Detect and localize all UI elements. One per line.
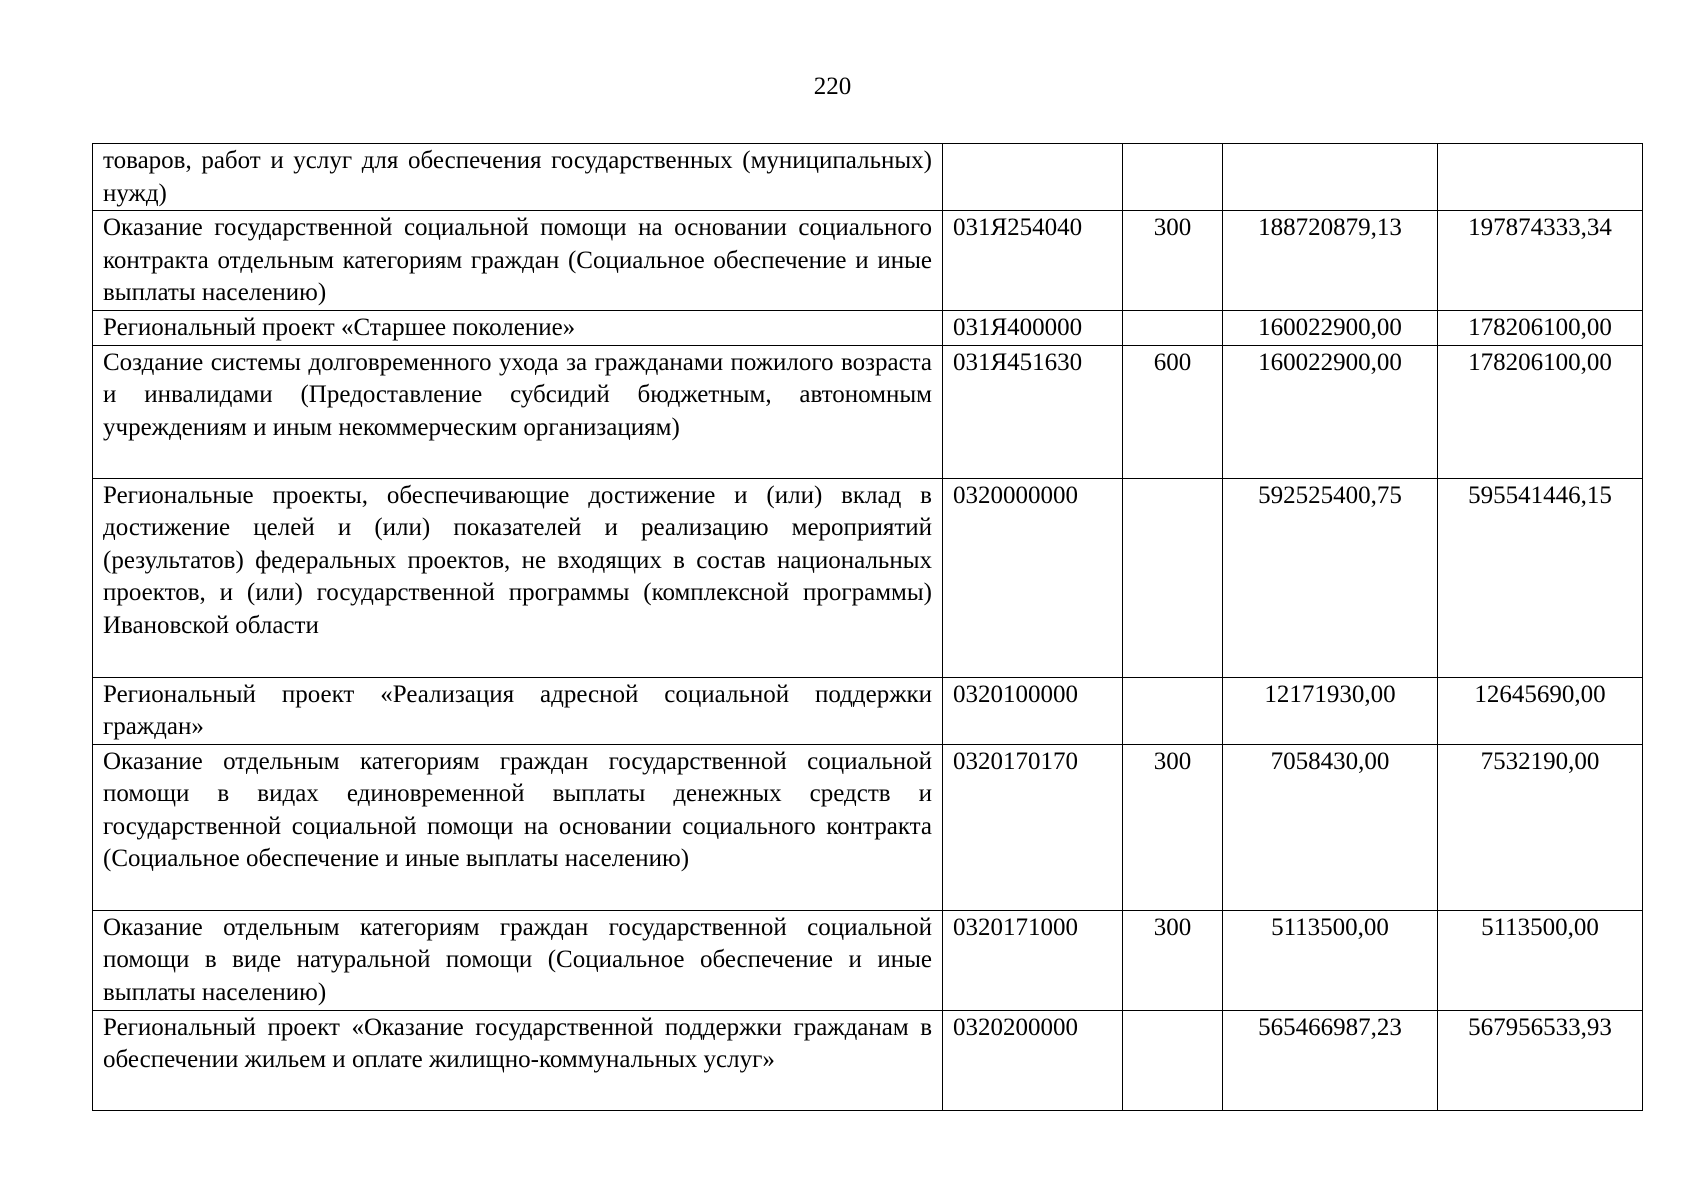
row-code-cell: 0320000000 (943, 478, 1123, 677)
table-row (93, 345, 1643, 478)
row-sum-year1-cell: 12171930,00 (1223, 677, 1438, 744)
row-sum-year1-cell: 160022900,00 (1223, 345, 1438, 478)
page-number: 220 (813, 73, 852, 100)
row-name-cell (93, 744, 943, 910)
row-expense-type-cell (1123, 1010, 1223, 1110)
row-sum-year1-cell: 188720879,13 (1223, 211, 1438, 311)
row-expense-type-cell (1123, 677, 1223, 744)
row-code-cell: 031Я400000 (943, 311, 1123, 346)
row-sum-year2-cell: 567956533,93 (1438, 1010, 1643, 1110)
row-sum-year2-cell: 12645690,00 (1438, 677, 1643, 744)
row-expense-type-cell: 600 (1123, 345, 1223, 478)
row-name-cell (93, 910, 943, 1010)
row-code-cell: 0320100000 (943, 677, 1123, 744)
row-sum-year1-cell: 565466987,23 (1223, 1010, 1438, 1110)
row-name-cell (93, 311, 943, 346)
table-row (93, 677, 1643, 744)
row-expense-type-cell (1123, 144, 1223, 211)
row-name-cell (93, 1010, 943, 1110)
row-name: товаров, работ и услуг для обеспечения государственных (муниципальных) нужд) (103, 147, 932, 207)
row-expense-type-cell: 300 (1123, 910, 1223, 1010)
row-sum-year1-cell: 592525400,75 (1223, 478, 1438, 677)
row-name-cell (93, 345, 943, 478)
table-row (93, 910, 1643, 1010)
row-name: Региональный проект «Реализация адресной социальной поддержки граждан» (103, 680, 932, 740)
row-sum-year1-cell (1223, 144, 1438, 211)
row-expense-type-cell (1123, 311, 1223, 346)
table-row (93, 211, 1643, 311)
row-sum-year2-cell: 5113500,00 (1438, 910, 1643, 1010)
row-sum-year1-cell: 5113500,00 (1223, 910, 1438, 1010)
row-sum-year2-cell: 178206100,00 (1438, 311, 1643, 346)
row-expense-type-cell: 300 (1123, 211, 1223, 311)
row-code-cell: 031Я451630 (943, 345, 1123, 478)
row-name: Создание системы долговременного ухода за гражданами пожилого возраста и инвалидами (Предоставление субсидий бюджетным, автономным учреждениям и иным некоммерческим организациям) (103, 348, 932, 441)
row-sum-year2-cell: 178206100,00 (1438, 345, 1643, 478)
row-sum-year1-cell: 7058430,00 (1223, 744, 1438, 910)
row-name-cell (93, 211, 943, 311)
row-code-cell: 031Я254040 (943, 211, 1123, 311)
budget-table (92, 143, 1643, 1111)
row-expense-type-cell (1123, 478, 1223, 677)
table-row (93, 144, 1643, 211)
row-sum-year2-cell: 197874333,34 (1438, 211, 1643, 311)
row-name-cell (93, 144, 943, 211)
row-code-cell: 0320200000 (943, 1010, 1123, 1110)
row-name-cell (93, 677, 943, 744)
table-row (93, 478, 1643, 677)
row-sum-year2-cell (1438, 144, 1643, 211)
row-name-cell (93, 478, 943, 677)
table-row (93, 744, 1643, 910)
row-sum-year1-cell: 160022900,00 (1223, 311, 1438, 346)
row-name: Региональные проекты, обеспечивающие достижение и (или) вклад в достижение целей и (или) показателей и реализацию мероприятий (результатов) федеральных проектов, не входящих в состав национальных проектов, и (или) государственной программы (комплексной программы) Ивановской области (103, 481, 932, 639)
table-row (93, 311, 1643, 346)
row-code-cell (943, 144, 1123, 211)
row-sum-year2-cell: 7532190,00 (1438, 744, 1643, 910)
row-name: Региональный проект «Оказание государственной поддержки гражданам в обеспечении жильем и оплате жилищно-коммунальных услуг» (103, 1013, 932, 1073)
row-name: Региональный проект «Старшее поколение» (103, 314, 576, 341)
row-sum-year2-cell: 595541446,15 (1438, 478, 1643, 677)
row-code-cell: 0320170170 (943, 744, 1123, 910)
table-row (93, 1010, 1643, 1110)
row-name: Оказание отдельным категориям граждан государственной социальной помощи в виде натуральной помощи (Социальное обеспечение и иные выплаты населению) (103, 913, 932, 1006)
row-code-cell: 0320171000 (943, 910, 1123, 1010)
row-expense-type-cell: 300 (1123, 744, 1223, 910)
row-name: Оказание государственной социальной помощи на основании социального контракта отдельным категориям граждан (Социальное обеспечение и иные выплаты населению) (103, 214, 932, 306)
row-name: Оказание отдельным категориям граждан государственной социальной помощи в видах единовременной выплаты денежных средств и государственной социальной помощи на основании социального контракта (Социальное обеспечение и иные выплаты населению) (103, 747, 932, 872)
